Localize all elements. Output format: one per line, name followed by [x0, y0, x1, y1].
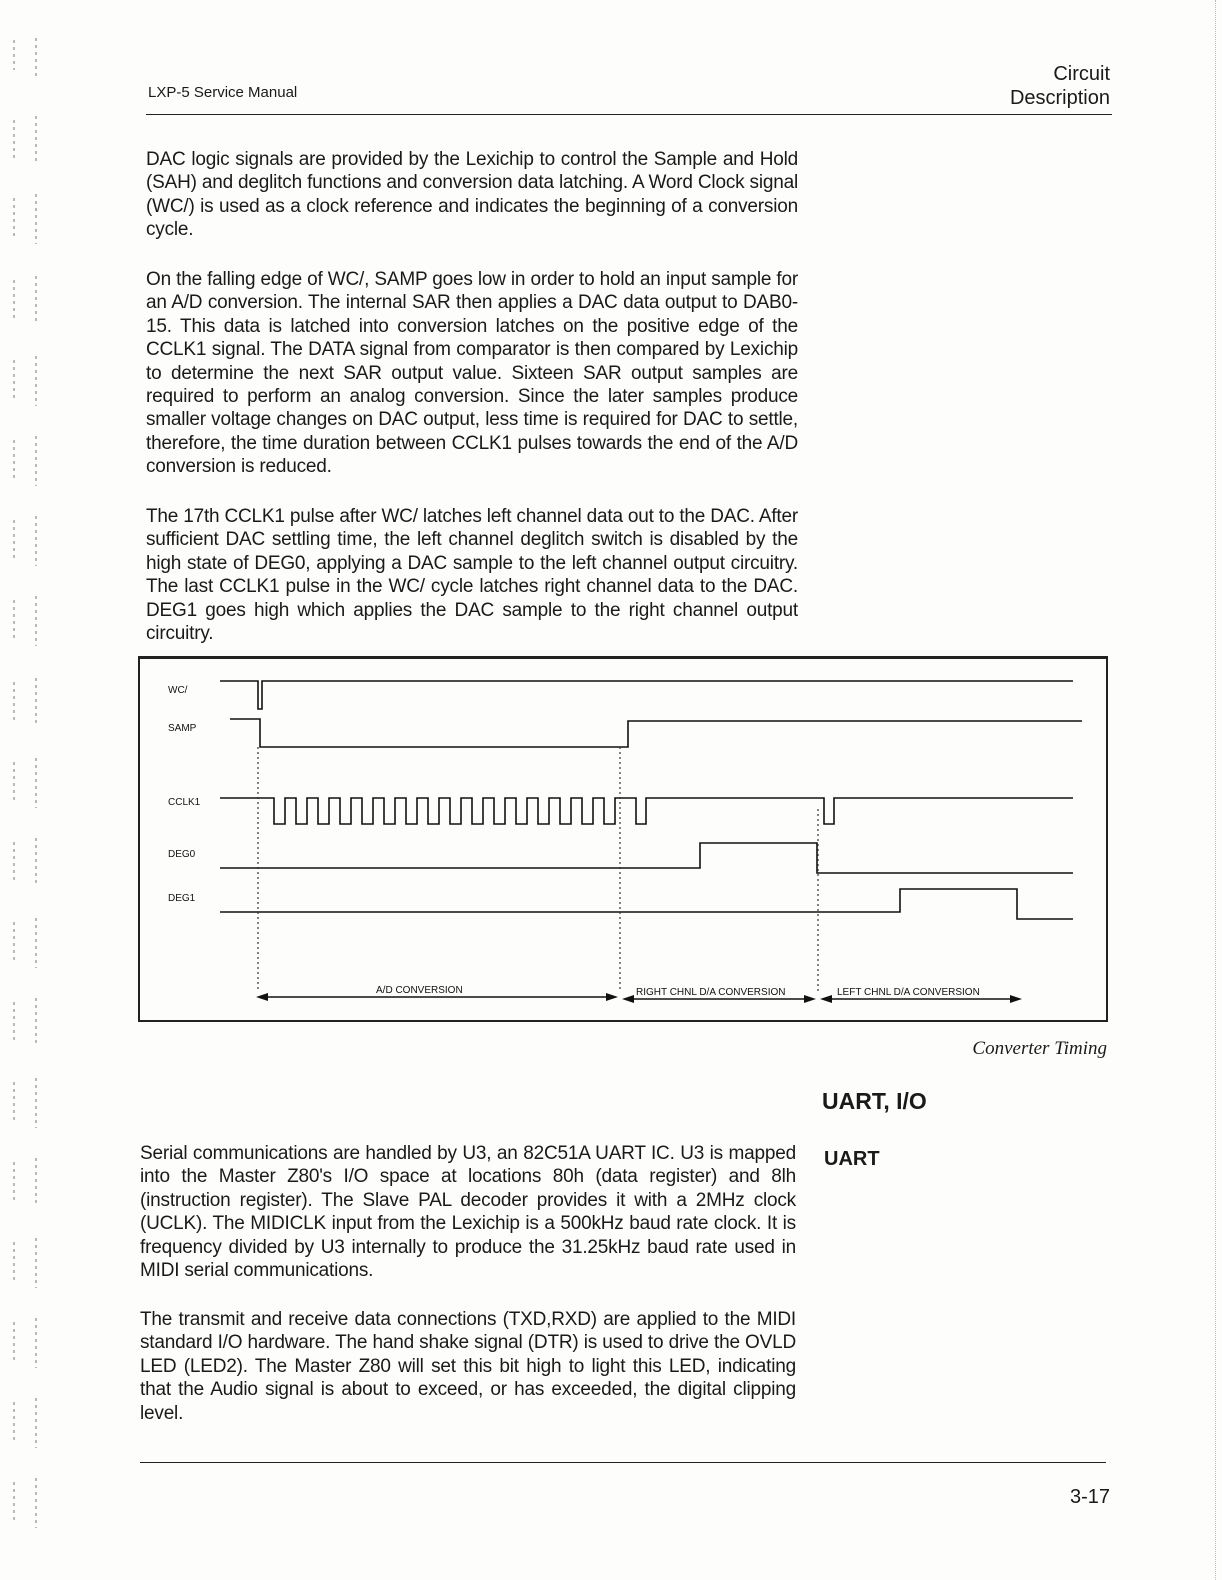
page-edge [1215, 0, 1218, 1580]
deg1-waveform [220, 889, 1073, 919]
signal-label-cclk1: CCLK1 [168, 797, 201, 808]
paragraph-sar-conversion: On the falling edge of WC/, SAMP goes low in order to hold an input sample for an A/D conversion. The internal SAR then applies a DAC data output to DAB0-15. This data is latched into conversion latches on the positive edge of the CCLK1 signal. The DATA signal from comparator is then compared by Lexichip to determine the next SAR output value. Sixteen SAR output samples are required to perform an analog conversion. Since the later samples produce smaller voltage changes on DAC output, less time is required for DAC to settle, therefore, the time duration between CCLK1 pulses towards the end of the A/D conversion is reduced. [146, 269, 798, 478]
signal-label-samp: SAMP [168, 723, 197, 734]
timing-diagram-svg [140, 659, 1110, 1025]
manual-title: LXP-5 Service Manual [148, 84, 298, 101]
figure-caption: Converter Timing [972, 1038, 1107, 1059]
signal-label-deg0: DEG0 [168, 849, 196, 860]
header-rule [146, 114, 1112, 115]
paragraph-uart-midi: The transmit and receive data connections (TXD,RXD) are applied to the MIDI standard I/O hardware. The hand shake signal (DTR) is used to drive the OVLD LED (LED2). The Master Z80 will set this bit high to light this LED, indicating that the Audio signal is about to exceed, or has exceeded, the digital clipping level. [140, 1309, 796, 1424]
section-heading [1010, 62, 1110, 110]
subsection-title-uart: UART [824, 1148, 880, 1170]
signal-label-wc: WC/ [168, 685, 188, 696]
section-title-uart-io: UART, I/O [822, 1088, 927, 1114]
signal-label-deg1: DEG1 [168, 893, 196, 904]
binder-margin-marks [8, 30, 48, 1550]
section-heading-line2: Description [1009, 87, 1110, 109]
span-label-ad: A/D CONVERSION [376, 985, 463, 996]
span-label-right: RIGHT CHNL D/A CONVERSION [636, 987, 786, 998]
paragraph-dac-logic: DAC logic signals are provided by the Lexichip to control the Sample and Hold (SAH) and deglitch functions and conversion data latching. A Word Clock signal (WC/) is used as a clock reference and indicates the beginning of a conversion cycle. [146, 149, 798, 241]
deg0-waveform [220, 843, 1073, 873]
footer-rule [140, 1462, 1106, 1463]
samp-waveform [230, 719, 1082, 747]
page-number: 3-17 [1069, 1486, 1110, 1508]
paragraph-dac-latching: The 17th CCLK1 pulse after WC/ latches left channel data out to the DAC. After sufficient DAC settling time, the left channel deglitch switch is disabled by the high state of DEG0, applying a DAC sample to the left channel output circuitry. The last CCLK1 pulse in the WC/ cycle latches right channel data to the DAC. DEG1 goes high which applies the DAC sample to the right channel output circuitry. [146, 506, 798, 645]
converter-timing-diagram [138, 656, 1108, 1022]
section-heading-line1: Circuit [1053, 63, 1110, 85]
wc-waveform [220, 681, 1073, 709]
span-label-left: LEFT CHNL D/A CONVERSION [837, 987, 980, 998]
cclk1-waveform [220, 798, 1073, 824]
paragraph-uart-serial: Serial communications are handled by U3, an 82C51A UART IC. U3 is mapped into the Master Z80's I/O space at locations 80h (data register) and 8lh (instruction register). The Slave PAL decoder provides it with a 2MHz clock (UCLK). The MIDICLK input from the Lexichip is a 500kHz baud rate clock. It is frequency divided by U3 internally to produce the 31.25kHz baud rate used in MIDI serial communications. [140, 1143, 796, 1282]
